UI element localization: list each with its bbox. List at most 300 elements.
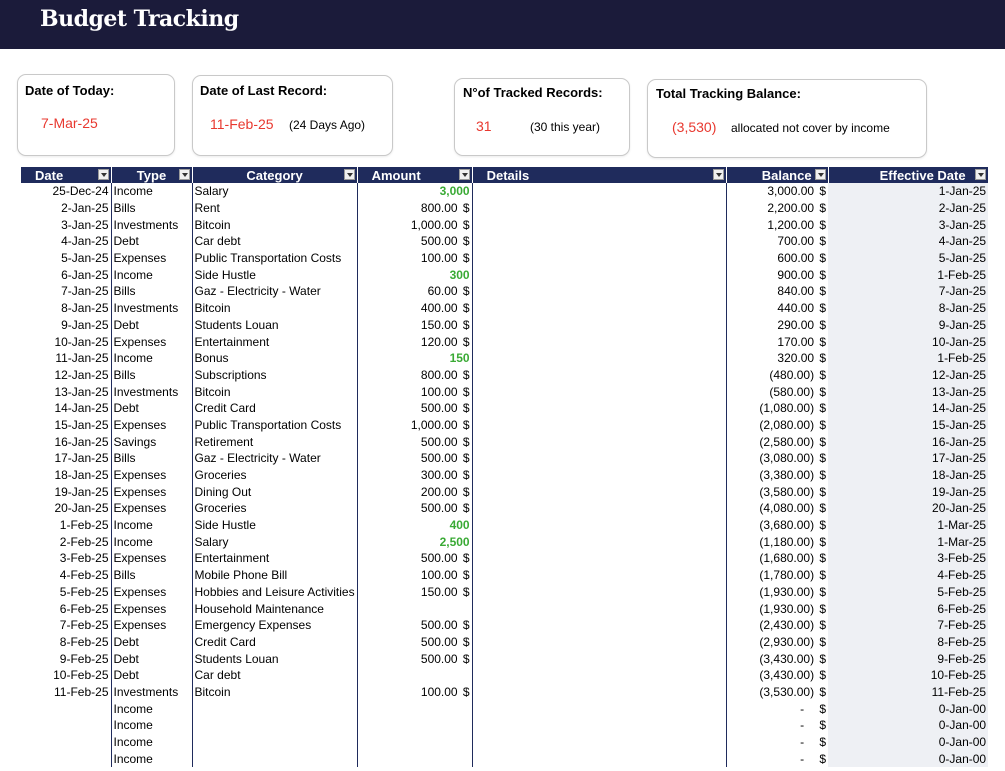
table-row[interactable] (21, 200, 988, 217)
cell-amount[interactable] (357, 300, 472, 317)
cell-type[interactable]: Debt (111, 650, 192, 667)
cell-details[interactable] (472, 233, 726, 250)
cell-category[interactable]: Bitcoin (192, 383, 357, 400)
table-row[interactable] (21, 250, 988, 267)
cell-balance[interactable] (726, 533, 828, 550)
cell-effective-date[interactable]: 10-Jan-25 (828, 333, 988, 350)
cell-balance[interactable] (726, 250, 828, 267)
table-row[interactable] (21, 350, 988, 367)
cell-effective-date[interactable]: 7-Feb-25 (828, 617, 988, 634)
cell-amount[interactable] (357, 500, 472, 517)
table-row[interactable] (21, 600, 988, 617)
cell-date[interactable]: 10-Feb-25 (53, 668, 109, 683)
cell-type[interactable]: Expenses (111, 500, 192, 517)
cell-details[interactable] (472, 383, 726, 400)
cell-category[interactable]: Bitcoin (192, 216, 357, 233)
cell-details[interactable] (472, 450, 726, 467)
table-row[interactable] (21, 500, 988, 517)
cell-effective-date[interactable]: 17-Jan-25 (828, 450, 988, 467)
cell-details[interactable] (472, 400, 726, 417)
cell-details[interactable] (472, 667, 726, 684)
cell-balance[interactable] (726, 283, 828, 300)
table-row[interactable] (21, 433, 988, 450)
cell-date[interactable]: 7-Feb-25 (59, 618, 109, 633)
cell-category[interactable]: Car debt (192, 233, 357, 250)
cell-effective-date[interactable]: 6-Feb-25 (828, 600, 988, 617)
cell-type[interactable]: Investments (111, 300, 192, 317)
cell-amount[interactable] (357, 517, 472, 534)
table-row[interactable] (21, 684, 988, 701)
cell-date[interactable]: 3-Jan-25 (61, 217, 109, 232)
cell-balance[interactable] (726, 667, 828, 684)
cell-balance[interactable] (726, 383, 828, 400)
table-row[interactable] (21, 584, 988, 601)
cell-type[interactable]: Debt (111, 667, 192, 684)
cell-details[interactable] (472, 650, 726, 667)
cell-type[interactable]: Bills (111, 367, 192, 384)
filter-dropdown-icon[interactable] (975, 169, 986, 180)
cell-details[interactable] (472, 550, 726, 567)
cell-effective-date[interactable]: 0-Jan-00 (828, 734, 988, 751)
table-row[interactable] (21, 567, 988, 584)
cell-effective-date[interactable]: 0-Jan-00 (828, 717, 988, 734)
cell-category[interactable]: Groceries (192, 500, 357, 517)
cell-type[interactable]: Debt (111, 317, 192, 334)
cell-type[interactable]: Income (111, 734, 192, 751)
cell-category[interactable]: Bitcoin (192, 684, 357, 701)
table-row[interactable] (21, 533, 988, 550)
cell-balance[interactable] (726, 634, 828, 651)
cell-type[interactable]: Debt (111, 233, 192, 250)
table-row[interactable] (21, 216, 988, 233)
cell-date[interactable]: 4-Feb-25 (59, 568, 109, 583)
table-row[interactable] (21, 417, 988, 434)
cell-date[interactable]: 16-Jan-25 (54, 434, 109, 449)
table-row[interactable] (21, 717, 988, 734)
cell-amount[interactable] (357, 283, 472, 300)
cell-category[interactable]: Groceries (192, 467, 357, 484)
cell-balance[interactable] (726, 200, 828, 217)
cell-balance[interactable] (726, 617, 828, 634)
cell-balance[interactable] (726, 300, 828, 317)
cell-category[interactable]: Car debt (192, 667, 357, 684)
filter-dropdown-icon[interactable] (815, 169, 826, 180)
cell-amount[interactable] (357, 383, 472, 400)
cell-amount[interactable] (357, 717, 472, 734)
cell-details[interactable] (472, 183, 726, 200)
cell-date[interactable]: 6-Jan-25 (61, 267, 109, 282)
cell-balance[interactable] (726, 400, 828, 417)
cell-effective-date[interactable]: 1-Jan-25 (828, 183, 988, 200)
cell-details[interactable] (472, 634, 726, 651)
cell-type[interactable]: Savings (111, 433, 192, 450)
cell-type[interactable]: Bills (111, 200, 192, 217)
cell-amount[interactable] (357, 450, 472, 467)
cell-category[interactable] (192, 734, 357, 751)
cell-details[interactable] (472, 433, 726, 450)
cell-balance[interactable] (726, 684, 828, 701)
cell-balance[interactable] (726, 750, 828, 767)
cell-type[interactable]: Investments (111, 216, 192, 233)
cell-date[interactable]: 5-Jan-25 (61, 251, 109, 266)
cell-amount[interactable] (357, 216, 472, 233)
cell-balance[interactable] (726, 467, 828, 484)
cell-amount[interactable] (357, 667, 472, 684)
cell-effective-date[interactable]: 0-Jan-00 (828, 750, 988, 767)
cell-details[interactable] (472, 717, 726, 734)
cell-category[interactable] (192, 717, 357, 734)
cell-type[interactable]: Investments (111, 383, 192, 400)
table-row[interactable] (21, 450, 988, 467)
table-row[interactable] (21, 483, 988, 500)
cell-amount[interactable] (357, 400, 472, 417)
cell-details[interactable] (472, 533, 726, 550)
cell-details[interactable] (472, 283, 726, 300)
table-row[interactable] (21, 283, 988, 300)
cell-amount[interactable] (357, 483, 472, 500)
cell-amount[interactable] (357, 350, 472, 367)
table-row[interactable] (21, 266, 988, 283)
table-row[interactable] (21, 700, 988, 717)
cell-category[interactable]: Retirement (192, 433, 357, 450)
cell-type[interactable]: Debt (111, 634, 192, 651)
cell-amount[interactable] (357, 233, 472, 250)
cell-amount[interactable] (357, 433, 472, 450)
cell-amount[interactable] (357, 250, 472, 267)
cell-date[interactable] (21, 734, 111, 751)
cell-effective-date[interactable]: 1-Mar-25 (828, 517, 988, 534)
cell-effective-date[interactable]: 19-Jan-25 (828, 483, 988, 500)
cell-category[interactable]: Dining Out (192, 483, 357, 500)
cell-effective-date[interactable]: 12-Jan-25 (828, 367, 988, 384)
cell-date[interactable]: 9-Feb-25 (59, 651, 109, 666)
table-row[interactable] (21, 517, 988, 534)
cell-amount[interactable] (357, 367, 472, 384)
col-header-date[interactable]: Date (21, 167, 111, 183)
cell-category[interactable]: Salary (192, 533, 357, 550)
card-value: 7-Mar-25 (41, 115, 98, 131)
cell-category[interactable]: Salary (192, 183, 357, 200)
cell-date[interactable]: 25-Dec-24 (52, 184, 109, 199)
cell-amount[interactable] (357, 417, 472, 434)
table-row[interactable] (21, 750, 988, 767)
cell-balance[interactable] (726, 650, 828, 667)
table-row[interactable] (21, 367, 988, 384)
cell-type[interactable]: Expenses (111, 333, 192, 350)
filter-dropdown-icon[interactable] (179, 169, 190, 180)
cell-effective-date[interactable]: 2-Jan-25 (828, 200, 988, 217)
cell-amount[interactable] (357, 750, 472, 767)
cell-date[interactable]: 2-Jan-25 (61, 201, 109, 216)
col-header-category[interactable]: Category (192, 167, 357, 183)
cell-details[interactable] (472, 333, 726, 350)
cell-amount[interactable] (357, 584, 472, 601)
cell-type[interactable]: Expenses (111, 550, 192, 567)
cell-effective-date[interactable]: 10-Feb-25 (828, 667, 988, 684)
amount-value: 300 (449, 267, 470, 282)
cell-date[interactable]: 2-Feb-25 (59, 534, 109, 549)
cell-type[interactable]: Expenses (111, 417, 192, 434)
cell-type[interactable]: Bills (111, 450, 192, 467)
cell-date[interactable]: 10-Jan-25 (54, 334, 109, 349)
table-row[interactable] (21, 667, 988, 684)
table-row[interactable] (21, 183, 988, 200)
cell-balance[interactable] (726, 216, 828, 233)
cell-details[interactable] (472, 584, 726, 601)
cell-balance[interactable] (726, 350, 828, 367)
cell-type[interactable]: Expenses (111, 600, 192, 617)
cell-effective-date[interactable]: 7-Jan-25 (828, 283, 988, 300)
col-header-type[interactable]: Type (111, 167, 192, 183)
cell-date[interactable]: 3-Feb-25 (59, 551, 109, 566)
cell-balance[interactable] (726, 600, 828, 617)
cell-amount[interactable] (357, 200, 472, 217)
cell-date[interactable] (21, 717, 111, 734)
cell-amount[interactable] (357, 617, 472, 634)
cell-amount[interactable] (357, 533, 472, 550)
cell-effective-date[interactable]: 13-Jan-25 (828, 383, 988, 400)
cell-balance[interactable] (726, 433, 828, 450)
cell-type[interactable]: Bills (111, 567, 192, 584)
table-row[interactable] (21, 300, 988, 317)
cell-effective-date[interactable]: 3-Jan-25 (828, 216, 988, 233)
cell-details[interactable] (472, 367, 726, 384)
cell-type[interactable]: Income (111, 750, 192, 767)
cell-date[interactable]: 5-Feb-25 (59, 584, 109, 599)
cell-balance[interactable] (726, 483, 828, 500)
cell-category[interactable]: Hobbies and Leisure Activities (192, 584, 357, 601)
cell-date[interactable]: 15-Jan-25 (54, 417, 109, 432)
cell-type[interactable]: Expenses (111, 483, 192, 500)
cell-date[interactable] (21, 750, 111, 767)
cell-date[interactable]: 18-Jan-25 (54, 468, 109, 483)
cell-effective-date[interactable]: 16-Jan-25 (828, 433, 988, 450)
cell-effective-date[interactable]: 14-Jan-25 (828, 400, 988, 417)
table-row[interactable] (21, 617, 988, 634)
table-row[interactable] (21, 734, 988, 751)
cell-category[interactable]: Side Hustle (192, 517, 357, 534)
cell-effective-date[interactable]: 3-Feb-25 (828, 550, 988, 567)
cell-details[interactable] (472, 617, 726, 634)
cell-effective-date[interactable]: 1-Mar-25 (828, 533, 988, 550)
cell-amount[interactable] (357, 700, 472, 717)
cell-date[interactable]: 8-Jan-25 (61, 301, 109, 316)
col-header-amount[interactable]: Amount (357, 167, 472, 183)
cell-balance[interactable] (726, 517, 828, 534)
cell-category[interactable]: Bonus (192, 350, 357, 367)
cell-details[interactable] (472, 700, 726, 717)
cell-details[interactable] (472, 266, 726, 283)
cell-category[interactable]: Students Louan (192, 317, 357, 334)
card-note: (24 Days Ago) (289, 118, 366, 132)
cell-date[interactable]: 6-Feb-25 (59, 601, 109, 616)
cell-date[interactable]: 12-Jan-25 (54, 367, 109, 382)
cell-details[interactable] (472, 317, 726, 334)
cell-category[interactable]: Emergency Expenses (192, 617, 357, 634)
filter-dropdown-icon[interactable] (713, 169, 724, 180)
cell-details[interactable] (472, 417, 726, 434)
cell-category[interactable] (192, 750, 357, 767)
cell-type[interactable]: Expenses (111, 467, 192, 484)
table-row[interactable] (21, 467, 988, 484)
cell-category[interactable]: Rent (192, 200, 357, 217)
amount-value: 60.00 (427, 284, 458, 299)
cell-effective-date[interactable]: 0-Jan-00 (828, 700, 988, 717)
table-row[interactable] (21, 634, 988, 651)
cell-category[interactable]: Mobile Phone Bill (192, 567, 357, 584)
cell-amount[interactable] (357, 183, 472, 200)
col-header-balance[interactable]: Balance (726, 167, 828, 183)
cell-type[interactable]: Income (111, 717, 192, 734)
cell-type[interactable]: Debt (111, 400, 192, 417)
cell-date[interactable]: 8-Feb-25 (59, 634, 109, 649)
filter-dropdown-icon[interactable] (98, 169, 109, 180)
cell-amount[interactable] (357, 650, 472, 667)
cell-details[interactable] (472, 483, 726, 500)
cell-balance[interactable] (726, 700, 828, 717)
cell-date[interactable]: 11-Feb-25 (54, 684, 109, 699)
cell-details[interactable] (472, 216, 726, 233)
cell-type[interactable]: Expenses (111, 250, 192, 267)
cell-details[interactable] (472, 567, 726, 584)
cell-amount[interactable] (357, 567, 472, 584)
cell-amount[interactable] (357, 600, 472, 617)
table-row[interactable] (21, 317, 988, 334)
cell-type[interactable]: Income (111, 533, 192, 550)
cell-type[interactable]: Expenses (111, 584, 192, 601)
cell-date[interactable]: 7-Jan-25 (61, 284, 109, 299)
cell-date[interactable]: 14-Jan-25 (54, 401, 109, 416)
cell-type[interactable]: Income (111, 266, 192, 283)
cell-category[interactable]: Credit Card (192, 400, 357, 417)
cell-details[interactable] (472, 300, 726, 317)
cell-balance[interactable] (726, 734, 828, 751)
cell-balance[interactable] (726, 717, 828, 734)
filter-dropdown-icon[interactable] (344, 169, 355, 180)
cell-amount[interactable] (357, 266, 472, 283)
cell-type[interactable]: Income (111, 700, 192, 717)
cell-amount[interactable] (357, 550, 472, 567)
cell-effective-date[interactable]: 5-Feb-25 (828, 584, 988, 601)
cell-balance[interactable] (726, 417, 828, 434)
cell-effective-date[interactable]: 9-Jan-25 (828, 317, 988, 334)
cell-details[interactable] (472, 734, 726, 751)
cell-amount[interactable] (357, 684, 472, 701)
cell-type[interactable]: Expenses (111, 617, 192, 634)
table-row[interactable] (21, 383, 988, 400)
cell-category[interactable]: Gaz - Electricity - Water (192, 283, 357, 300)
cell-effective-date[interactable]: 8-Feb-25 (828, 634, 988, 651)
cell-details[interactable] (472, 467, 726, 484)
cell-date[interactable]: 11-Jan-25 (55, 351, 109, 366)
cell-effective-date[interactable]: 4-Jan-25 (828, 233, 988, 250)
cell-date[interactable]: 9-Jan-25 (61, 317, 109, 332)
cell-date[interactable]: 1-Feb-25 (59, 518, 109, 533)
cell-balance[interactable] (726, 266, 828, 283)
cell-details[interactable] (472, 684, 726, 701)
cell-category[interactable]: Bitcoin (192, 300, 357, 317)
cell-amount[interactable] (357, 467, 472, 484)
cell-category[interactable]: Subscriptions (192, 367, 357, 384)
table-row[interactable] (21, 650, 988, 667)
cell-amount[interactable] (357, 333, 472, 350)
cell-category[interactable]: Public Transportation Costs (192, 250, 357, 267)
cell-category[interactable] (192, 700, 357, 717)
cell-balance[interactable] (726, 367, 828, 384)
table-row[interactable] (21, 550, 988, 567)
cell-amount[interactable] (357, 317, 472, 334)
cell-date[interactable] (21, 700, 111, 717)
cell-type[interactable]: Income (111, 350, 192, 367)
cell-effective-date[interactable]: 8-Jan-25 (828, 300, 988, 317)
cell-effective-date[interactable]: 5-Jan-25 (828, 250, 988, 267)
cell-details[interactable] (472, 250, 726, 267)
cell-category[interactable]: Side Hustle (192, 266, 357, 283)
col-header-details[interactable]: Details (472, 167, 726, 183)
table-row[interactable] (21, 233, 988, 250)
cell-date[interactable]: 17-Jan-25 (54, 451, 109, 466)
cell-type[interactable]: Bills (111, 283, 192, 300)
cell-effective-date[interactable]: 4-Feb-25 (828, 567, 988, 584)
cell-type[interactable]: Income (111, 517, 192, 534)
cell-type[interactable]: Investments (111, 684, 192, 701)
col-header-effective-date[interactable]: Effective Date (828, 167, 988, 183)
cell-category[interactable]: Public Transportation Costs (192, 417, 357, 434)
card-last-record (192, 75, 393, 156)
cell-balance[interactable] (726, 233, 828, 250)
cell-effective-date[interactable]: 18-Jan-25 (828, 467, 988, 484)
table-row[interactable] (21, 333, 988, 350)
cell-effective-date[interactable]: 1-Feb-25 (828, 266, 988, 283)
cell-details[interactable] (472, 350, 726, 367)
table-row[interactable] (21, 400, 988, 417)
cell-balance[interactable] (726, 584, 828, 601)
cell-amount[interactable] (357, 634, 472, 651)
cell-details[interactable] (472, 500, 726, 517)
cell-details[interactable] (472, 600, 726, 617)
cell-balance[interactable] (726, 500, 828, 517)
cell-category[interactable]: Gaz - Electricity - Water (192, 450, 357, 467)
cell-effective-date[interactable]: 20-Jan-25 (828, 500, 988, 517)
cell-details[interactable] (472, 200, 726, 217)
cell-date[interactable]: 19-Jan-25 (54, 484, 109, 499)
currency-symbol: $ (819, 484, 827, 499)
cell-effective-date[interactable]: 1-Feb-25 (828, 350, 988, 367)
cell-balance[interactable] (726, 450, 828, 467)
cell-effective-date[interactable]: 11-Feb-25 (828, 684, 988, 701)
cell-balance[interactable] (726, 317, 828, 334)
cell-effective-date[interactable]: 9-Feb-25 (828, 650, 988, 667)
cell-details[interactable] (472, 750, 726, 767)
cell-type[interactable]: Income (111, 183, 192, 200)
cell-category[interactable]: Household Maintenance (192, 600, 357, 617)
cell-category[interactable]: Entertainment (192, 333, 357, 350)
cell-amount[interactable] (357, 734, 472, 751)
filter-dropdown-icon[interactable] (459, 169, 470, 180)
cell-category[interactable]: Credit Card (192, 634, 357, 651)
cell-details[interactable] (472, 517, 726, 534)
cell-category[interactable]: Students Louan (192, 650, 357, 667)
cell-category[interactable]: Entertainment (192, 550, 357, 567)
cell-balance[interactable] (726, 333, 828, 350)
cell-effective-date[interactable]: 15-Jan-25 (828, 417, 988, 434)
cell-balance[interactable] (726, 183, 828, 200)
cell-date[interactable]: 20-Jan-25 (54, 501, 109, 516)
cell-date[interactable]: 4-Jan-25 (61, 234, 109, 249)
cell-date[interactable]: 13-Jan-25 (54, 384, 109, 399)
cell-balance[interactable] (726, 550, 828, 567)
cell-balance[interactable] (726, 567, 828, 584)
